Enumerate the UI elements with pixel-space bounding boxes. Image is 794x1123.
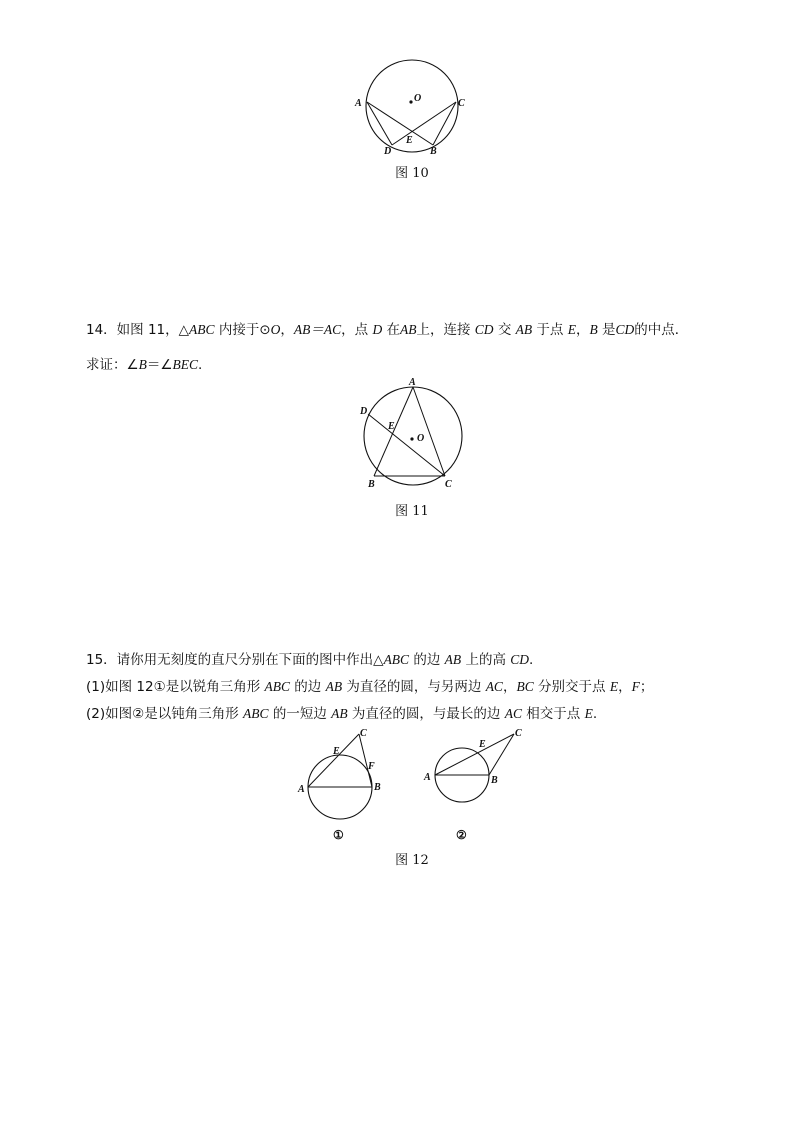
label-d: D — [360, 406, 368, 417]
problem-14-line-1: 14．如图 11，△ABC 内接于⊙O，AB＝AC，点 D 在AB上，连接 CD 交 AB 于点 E，B 是CD的中点． — [86, 322, 689, 338]
arc-ab: AB — [399, 322, 417, 337]
label-d: D — [384, 146, 392, 157]
label-a: A — [409, 377, 416, 388]
figure-11-diagram — [352, 374, 472, 494]
center-point — [409, 100, 412, 103]
circle-o — [364, 387, 462, 485]
label-b: B — [368, 479, 375, 490]
segment-ac — [308, 734, 359, 787]
center-point — [410, 437, 413, 440]
problem-14-line-2: 求证：∠B＝∠BEC. — [86, 357, 203, 373]
figure-10 — [350, 56, 475, 161]
label-o: O — [414, 93, 422, 104]
sub-label-1: ① — [333, 828, 344, 842]
figure-12-caption: 图 12 — [395, 853, 429, 868]
segment-ab — [367, 102, 433, 145]
label-a: A — [355, 98, 362, 109]
figure-12-1 — [297, 728, 381, 842]
problem-15-line-1: 15．请你用无刻度的直尺分别在下面的图中作出△ABC 的边 AB 上的高 CD. — [86, 652, 534, 668]
label-b: B — [374, 782, 381, 793]
label-c: C — [360, 728, 367, 739]
figure-10-caption: 图 10 — [395, 166, 429, 181]
label-c: C — [445, 479, 452, 490]
figure-10-diagram — [350, 56, 475, 161]
label-f: F — [368, 761, 375, 772]
label-e: E — [406, 135, 413, 146]
label-a: A — [424, 772, 431, 783]
label-c: C — [458, 98, 465, 109]
figure-11-caption: 图 11 — [395, 504, 429, 519]
figure-12-diagram — [290, 722, 540, 847]
arc-cd: CD — [615, 322, 635, 337]
label-a: A — [298, 784, 305, 795]
figure-11 — [352, 374, 472, 494]
label-o: O — [417, 433, 425, 444]
figure-12 — [290, 722, 540, 847]
figure-12-2 — [423, 728, 522, 842]
problem-15-line-2: (1)如图 12①是以锐角三角形 ABC 的边 AB 为直径的圆，与另两边 AC，BC 分别交于点 E，F； — [86, 679, 654, 695]
segment-ac — [435, 734, 514, 775]
label-e: E — [479, 739, 486, 750]
label-e: E — [333, 746, 340, 757]
sub-label-2: ② — [456, 828, 467, 842]
label-b: B — [491, 775, 498, 786]
label-e: E — [388, 421, 395, 432]
label-c: C — [515, 728, 522, 739]
problem-15-line-3: (2)如图②是以钝角三角形 ABC 的一短边 AB 为直径的圆，与最长的边 AC 相交于点 E. — [86, 706, 598, 722]
label-b: B — [430, 146, 437, 157]
